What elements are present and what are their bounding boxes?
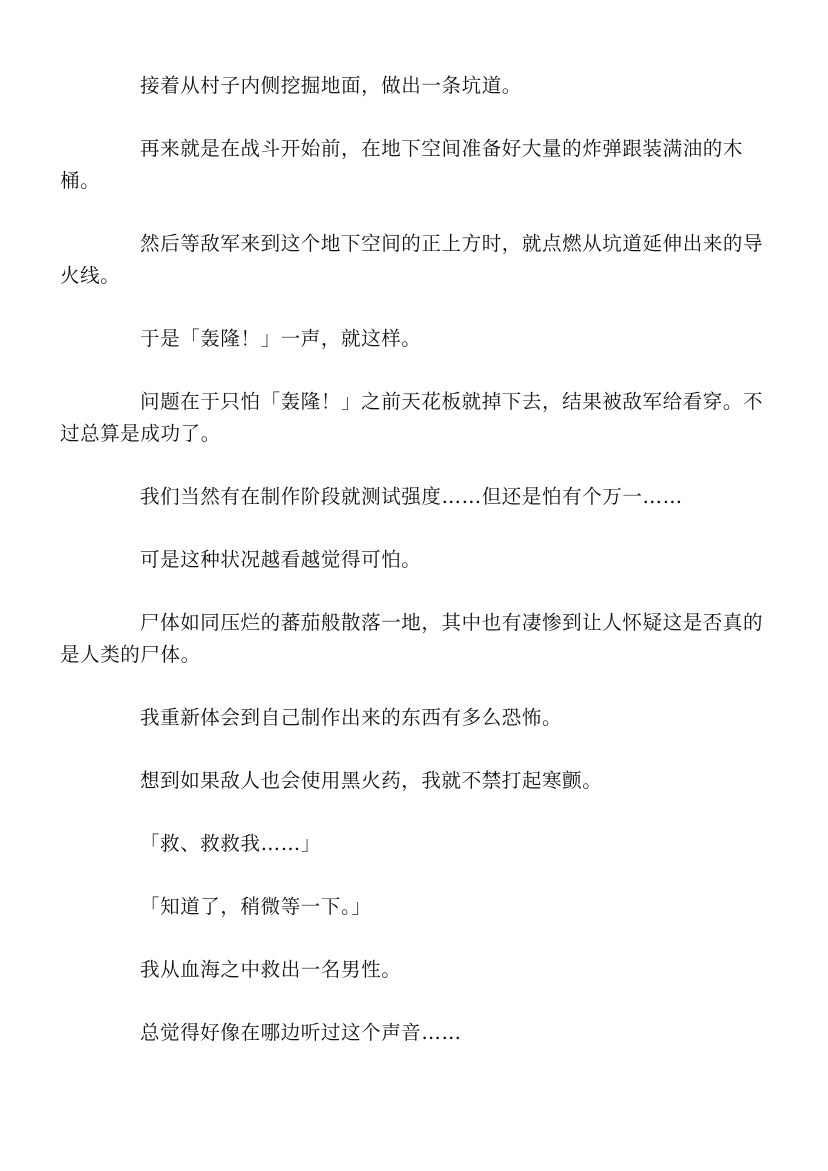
- paragraph: 「知道了，稍微等一下。」: [140, 895, 372, 918]
- paragraph: 于是「轰隆！」一声，就这样。: [140, 327, 422, 350]
- paragraph: 尸体如同压烂的蕃茄般散落一地，其中也有凄惨到让人怀疑这是否真的是人类的尸体。: [60, 611, 764, 666]
- paragraph: 「救、救救我……」: [140, 832, 321, 855]
- paragraph: 我从血海之中救出一名男性。: [140, 958, 402, 981]
- paragraph: 接着从村子内侧挖掘地面，做出一条坑道。: [140, 74, 522, 97]
- paragraph: 问题在于只怕「轰隆！」之前天花板就掉下去，结果被敌军给看穿。不过总算是成功了。: [60, 390, 764, 445]
- paragraph: 我重新体会到自己制作出来的东西有多么恐怖。: [140, 706, 563, 729]
- paragraph: 再来就是在战斗开始前，在地下空间准备好大量的炸弹跟装满油的木桶。: [60, 137, 744, 192]
- paragraph: 然后等敌军来到这个地下空间的正上方时，就点燃从坑道延伸出来的导火线。: [60, 232, 764, 287]
- paragraph: 我们当然有在制作阶段就测试强度……但还是怕有个万一……: [140, 485, 683, 508]
- paragraph: 总觉得好像在哪边听过这个声音……: [140, 1021, 462, 1044]
- paragraph: 想到如果敌人也会使用黑火药，我就不禁打起寒颤。: [140, 769, 603, 792]
- body-text: [60, 70, 772, 1080]
- paragraph: 可是这种状况越看越觉得可怕。: [140, 548, 422, 571]
